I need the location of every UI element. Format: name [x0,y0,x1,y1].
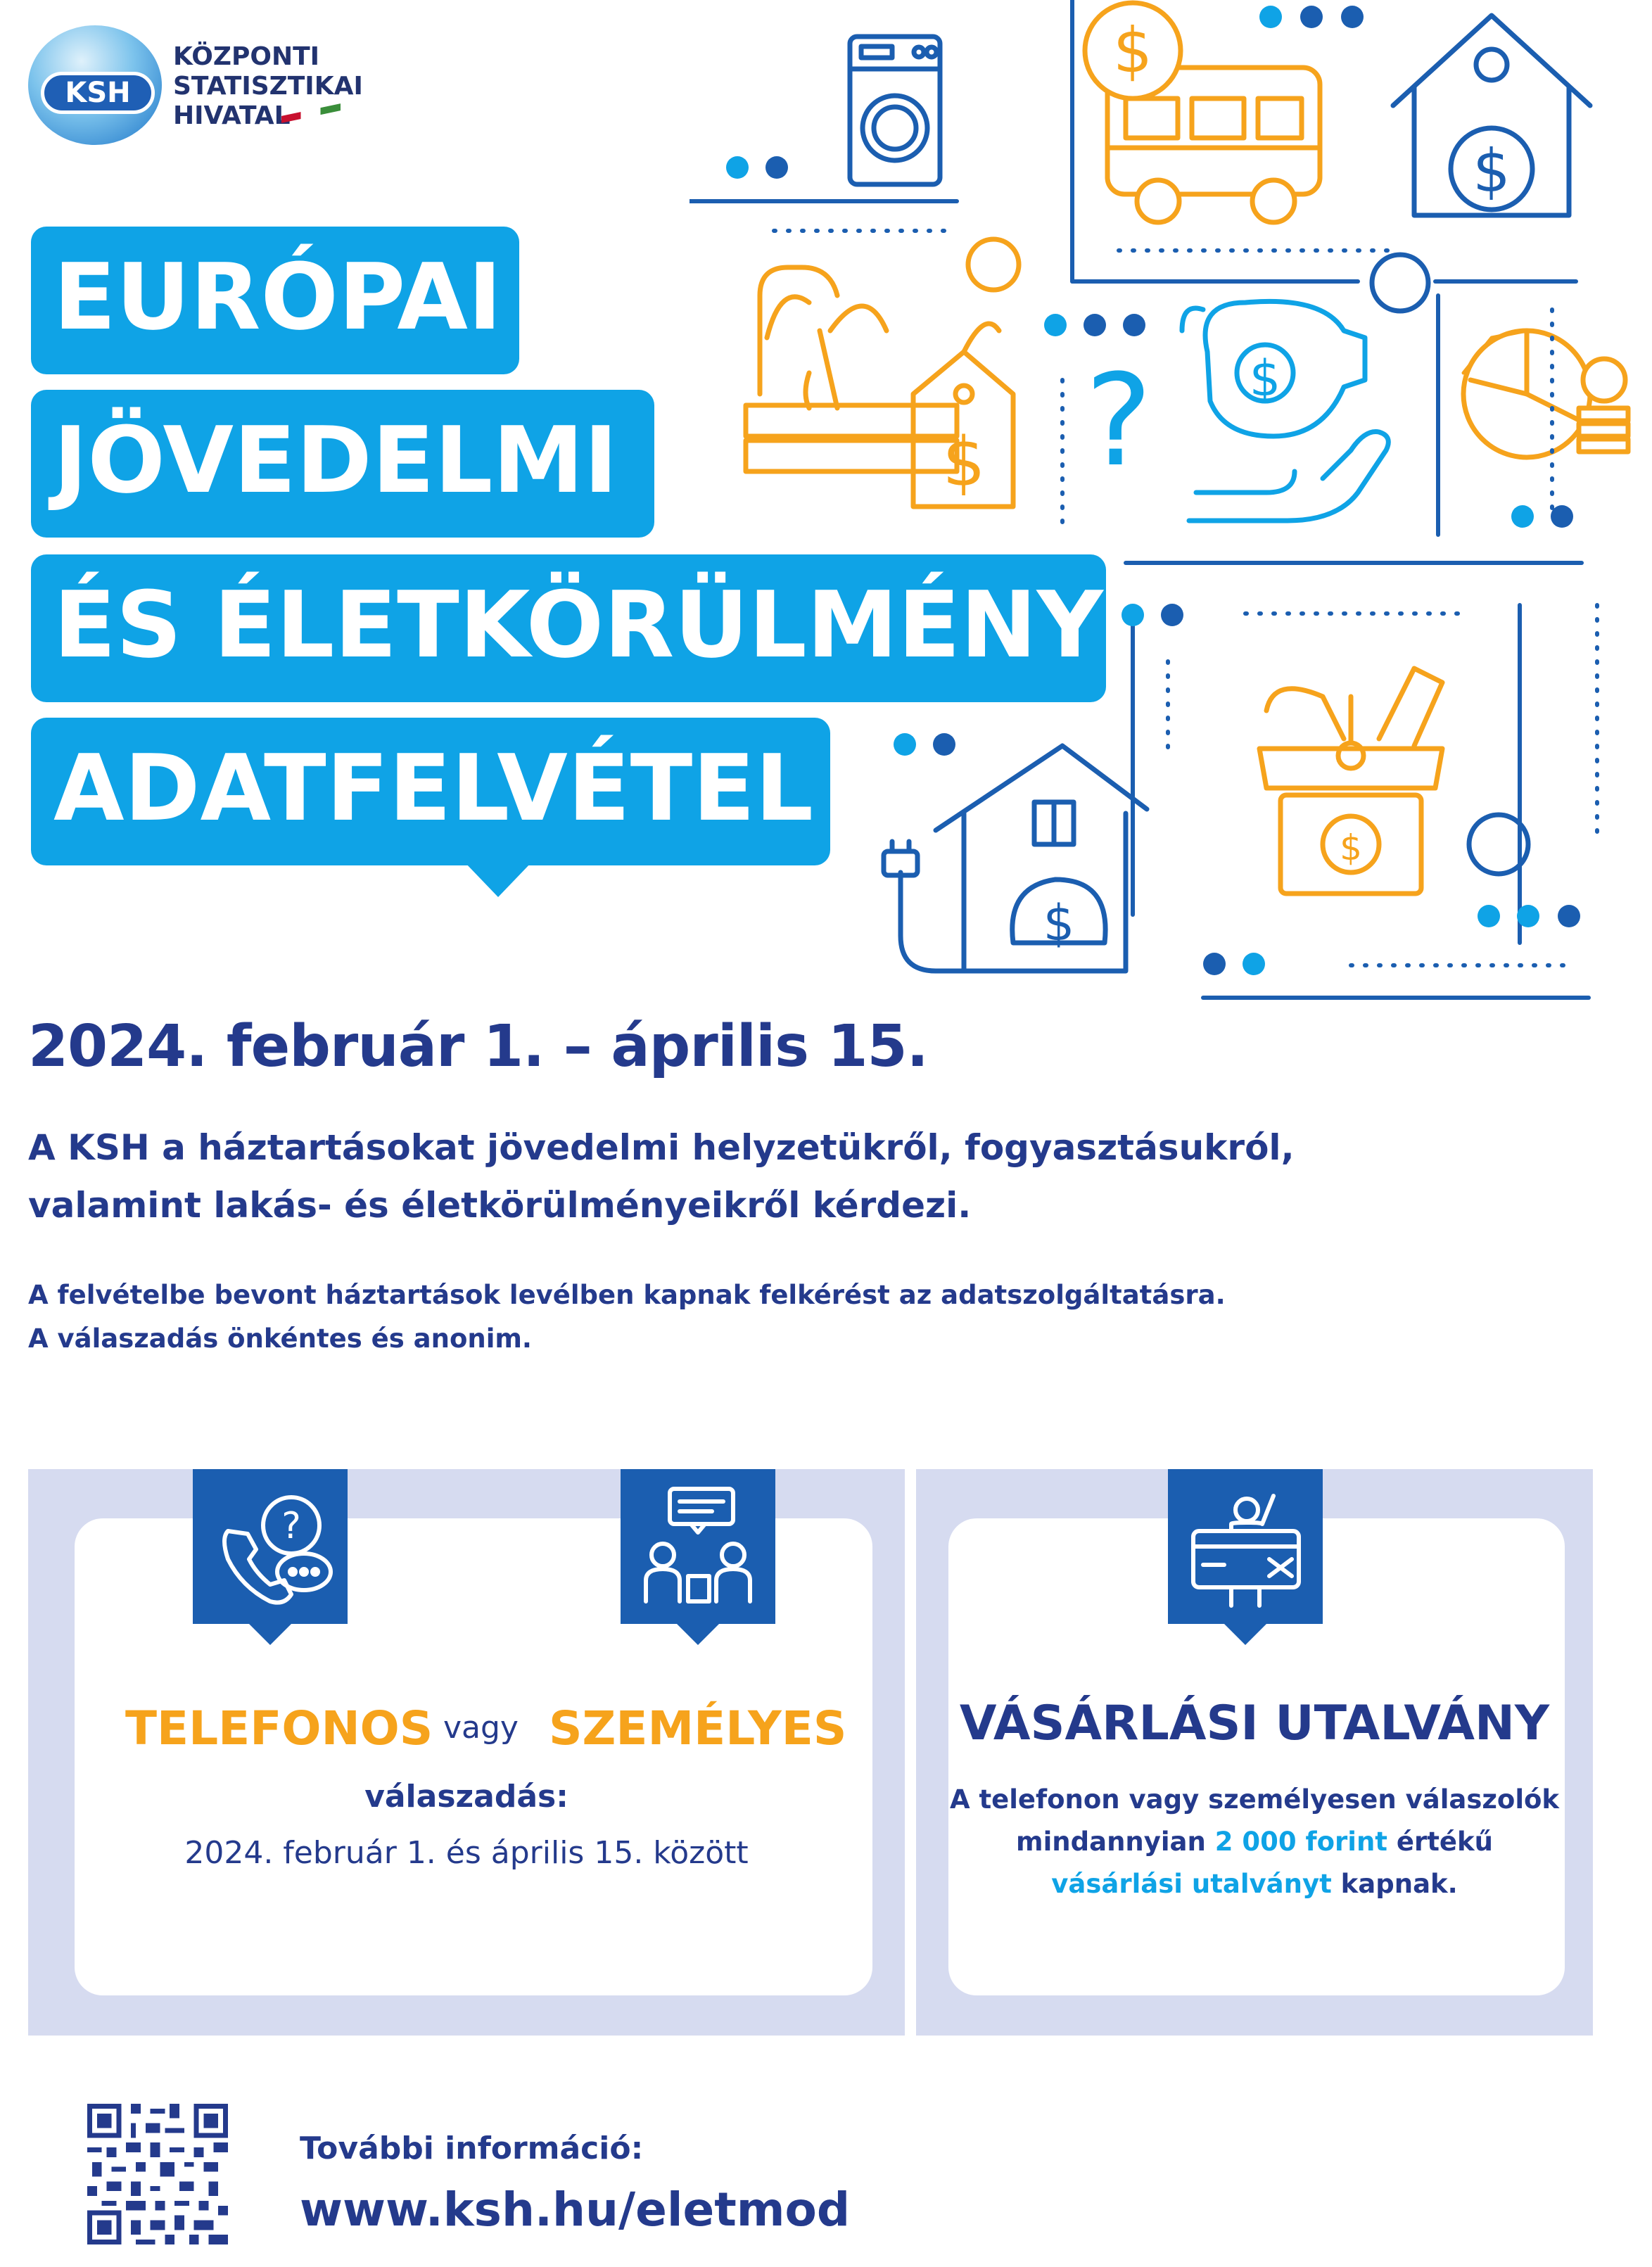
svg-text:$: $ [1113,14,1152,87]
title-line-2: JÖVEDELMI [31,390,654,538]
note-line-1: A felvételbe bevont háztartások levélben kapnak felkérést az adatszolgáltatásra. [28,1280,1226,1310]
phone-question-icon [207,1482,333,1608]
response-period: 2024. február 1. és április 15. között [184,1835,749,1871]
groceries-price-tag-icon [746,267,1013,507]
gift-card-icon [1182,1482,1309,1608]
interview-icon-box [621,1469,775,1624]
logo-line-2: STATISZTIKAI [173,72,363,101]
voucher-text-2b: értékű [1396,1827,1493,1857]
voucher-text-line-3 [916,1863,1593,1905]
svg-text:$: $ [942,423,986,502]
voucher-name: vásárlási utalványt [1051,1869,1332,1899]
title-line-3: ÉS ÉLETKÖRÜLMÉNY [31,554,1106,702]
logo-abbr: KSH [41,72,155,114]
logo-text [173,42,363,131]
voucher-amount: 2 000 forint [1214,1827,1387,1857]
bus-icon [1085,3,1320,222]
svg-text:$: $ [1249,350,1281,407]
response-label: válaszadás: [364,1779,568,1815]
washing-machine-icon [850,37,940,184]
voucher-text-3: kapnak. [1340,1869,1458,1899]
lead-line-2: valamint lakás- és életkörülményeikről kérdezi. [28,1185,972,1226]
lead-text [28,1119,1295,1234]
shopping-basket-icon [1259,668,1442,894]
speech-tail [464,862,532,897]
note-text [28,1274,1226,1361]
info-url-link[interactable]: www.ksh.hu/eletmod [300,2183,851,2237]
finance-illustration [690,0,1652,1013]
option-phone: TELEFONOS [125,1701,433,1755]
survey-period: 2024. február 1. – április 15. [28,1013,928,1080]
house-dollar-icon [1393,15,1590,215]
option-connector: vagy [443,1710,519,1746]
logo-line-3: HIVATAL [173,101,291,130]
house-plug-icon [884,746,1147,971]
svg-text:?: ? [1085,348,1152,495]
ksh-logo [28,25,363,145]
qr-code-icon[interactable] [87,2104,228,2244]
title-line-1: EURÓPAI [31,227,519,374]
svg-text:$: $ [1340,827,1362,868]
interview-icon [635,1482,761,1608]
phone-icon-box [193,1469,348,1624]
voucher-text-line-2 [916,1821,1593,1863]
voucher-text-line-1: A telefonon vagy személyesen válaszolók [949,1784,1560,1815]
voucher-panel [916,1469,1593,2036]
voucher-title: VÁSÁRLÁSI UTALVÁNY [959,1696,1550,1751]
voucher-text-2a: mindannyian [1016,1827,1206,1857]
svg-text:$: $ [1473,136,1511,205]
voucher-text [916,1779,1593,1905]
pie-chart-coins-icon [1463,331,1628,457]
response-panel [28,1469,905,2036]
note-line-2: A válaszadás önkéntes és anonim. [28,1323,532,1354]
title-line-4: ADATFELVÉTEL [31,718,830,865]
more-info-label: További információ: [300,2131,644,2166]
svg-text:?: ? [281,1505,301,1547]
svg-text:$: $ [1043,894,1075,952]
logo-line-1: KÖZPONTI [173,42,320,71]
voucher-icon-box [1168,1469,1323,1624]
option-personal: SZEMÉLYES [549,1701,847,1755]
lead-line-1: A KSH a háztartásokat jövedelmi helyzetükről, fogyasztásukról, [28,1127,1295,1168]
